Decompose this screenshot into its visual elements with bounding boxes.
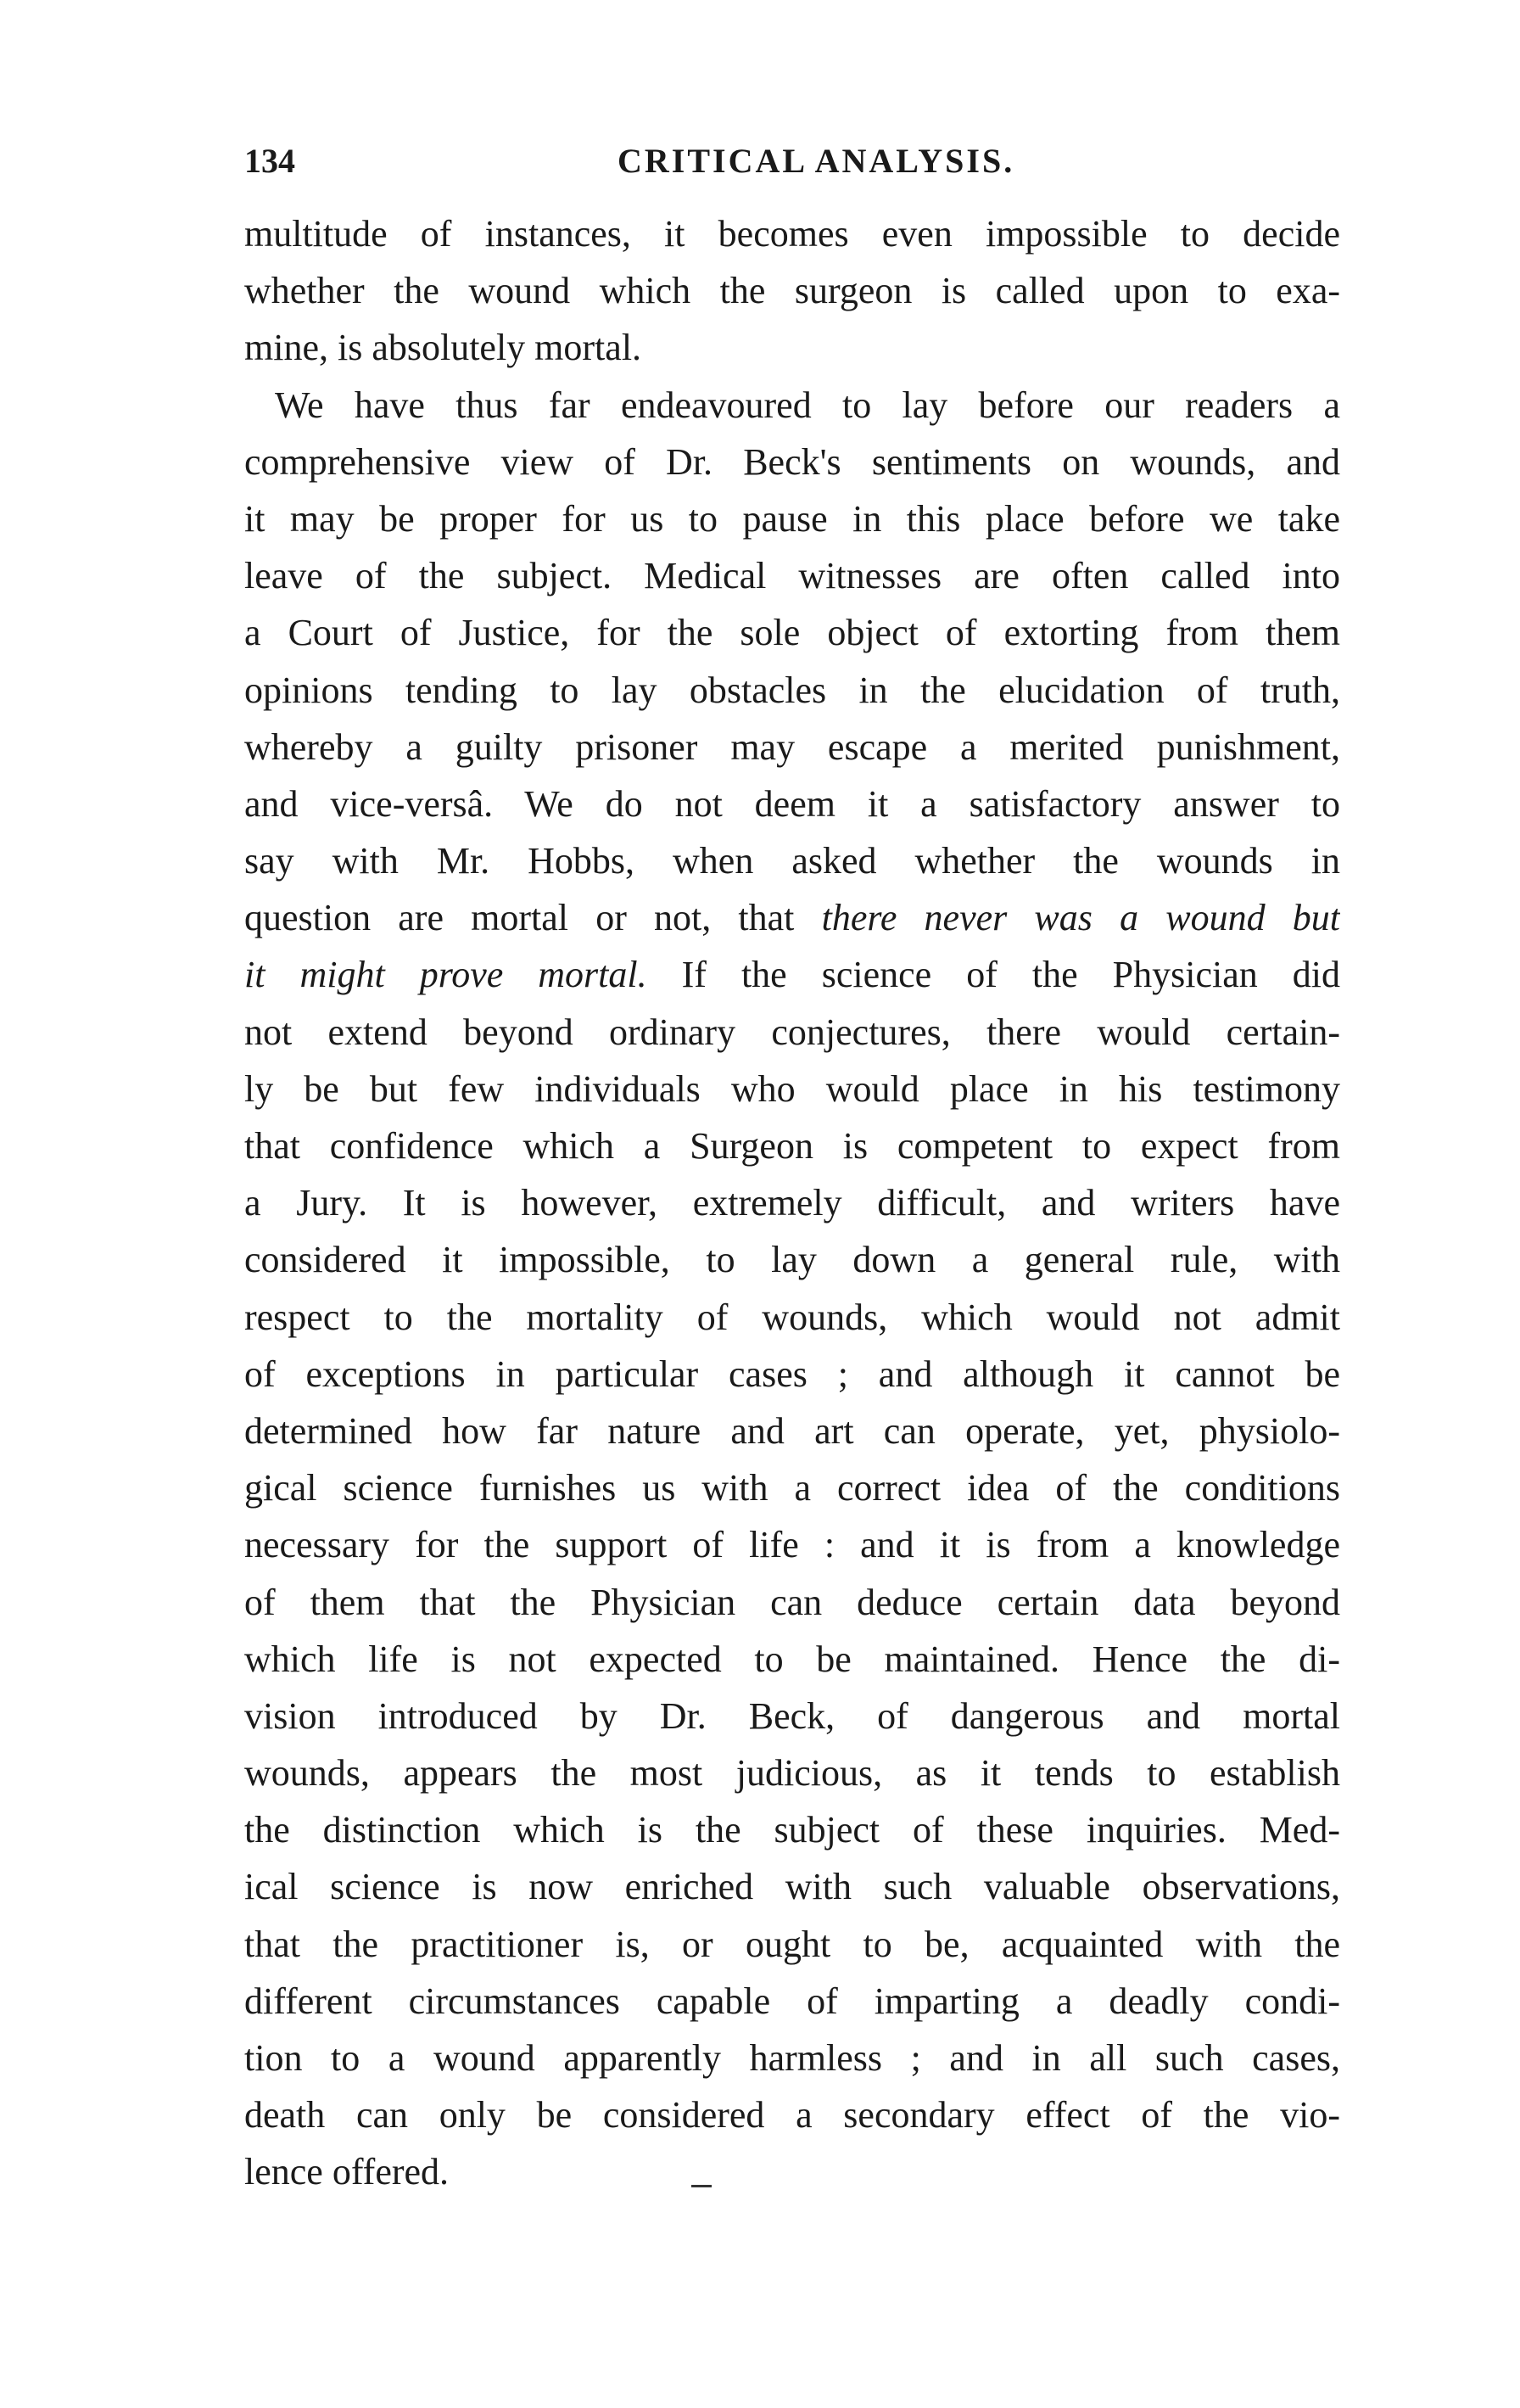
text-line: respect to the mortality of wounds, which would not admit: [244, 1296, 1340, 1338]
text-line: multitude of instances, it becomes even impossible to decide: [244, 213, 1340, 255]
text-line: determined how far nature and art can operate, yet, physiolo-: [244, 1409, 1340, 1452]
text-line: [244, 889, 1340, 946]
text-line: lence offered.: [244, 2151, 450, 2193]
page-number: 134: [244, 142, 295, 180]
running-title: CRITICAL ANALYSIS.: [618, 142, 1015, 180]
text-line: whereby a guilty prisoner may escape a merited punishment,: [244, 725, 1340, 768]
text-line: gical science furnishes us with a correct idea of the conditions: [244, 1467, 1340, 1509]
text-line: that the practitioner is, or ought to be, acquainted with the: [244, 1923, 1340, 1965]
text-segment: If the science of the Physician did: [646, 954, 1340, 996]
text-line: say with Mr. Hobbs, when asked whether the wounds in: [244, 840, 1340, 882]
text-line: We have thus far endeavoured to lay before our readers a: [275, 384, 1340, 426]
text-line: comprehensive view of Dr. Beck's sentiments on wounds, and: [244, 440, 1340, 483]
text-line: different circumstances capable of imparting a deadly condi-: [244, 1980, 1340, 2022]
body-text: [244, 205, 1340, 2201]
text-line: tion to a wound apparently harmless ; and in all such cases,: [244, 2037, 1340, 2079]
running-head: [244, 136, 1347, 187]
text-line: which life is not expected to be maintained. Hence the di-: [244, 1638, 1340, 1680]
text-line: it may be proper for us to pause in this place before we take: [244, 497, 1340, 540]
italic-quote: there never was a wound but: [821, 897, 1340, 939]
text-line: ical science is now enriched with such valuable observations,: [244, 1866, 1340, 1908]
text-line: of them that the Physician can deduce certain data beyond: [244, 1581, 1340, 1623]
text-line: a Jury. It is however, extremely difficult, and writers have: [244, 1182, 1340, 1224]
text-segment: question are mortal or not, that: [244, 897, 822, 939]
text-line: considered it impossible, to lay down a general rule, with: [244, 1239, 1340, 1281]
text-line: vision introduced by Dr. Beck, of dangerous and mortal: [244, 1694, 1340, 1737]
text-line: that confidence which a Surgeon is competent to expect from: [244, 1125, 1340, 1167]
text-line: a Court of Justice, for the sole object of extorting from them: [244, 612, 1340, 654]
text-line: and vice-versâ. We do not deem it a satisfactory answer to: [244, 782, 1340, 825]
text-line: leave of the subject. Medical witnesses are often called into: [244, 555, 1340, 597]
footer-mark: [691, 2185, 712, 2187]
text-line: of exceptions in particular cases ; and although it cannot be: [244, 1352, 1340, 1395]
text-line: necessary for the support of life : and it is from a knowledge: [244, 1524, 1340, 1566]
italic-quote: it might prove mortal.: [244, 954, 647, 996]
text-line: wounds, appears the most judicious, as it tends to establish: [244, 1752, 1340, 1795]
text-line: whether the wound which the surgeon is called upon to exa-: [244, 270, 1340, 312]
text-line: mine, is absolutely mortal.: [244, 327, 642, 369]
text-line: ly be but few individuals who would place in his testimony: [244, 1067, 1340, 1110]
text-line: opinions tending to lay obstacles in the elucidation of truth,: [244, 669, 1340, 711]
text-line: [244, 946, 1340, 1003]
text-line: the distinction which is the subject of these inquiries. Med-: [244, 1809, 1340, 1851]
text-line: not extend beyond ordinary conjectures, there would certain-: [244, 1011, 1340, 1053]
text-line: death can only be considered a secondary effect of the vio-: [244, 2094, 1340, 2136]
